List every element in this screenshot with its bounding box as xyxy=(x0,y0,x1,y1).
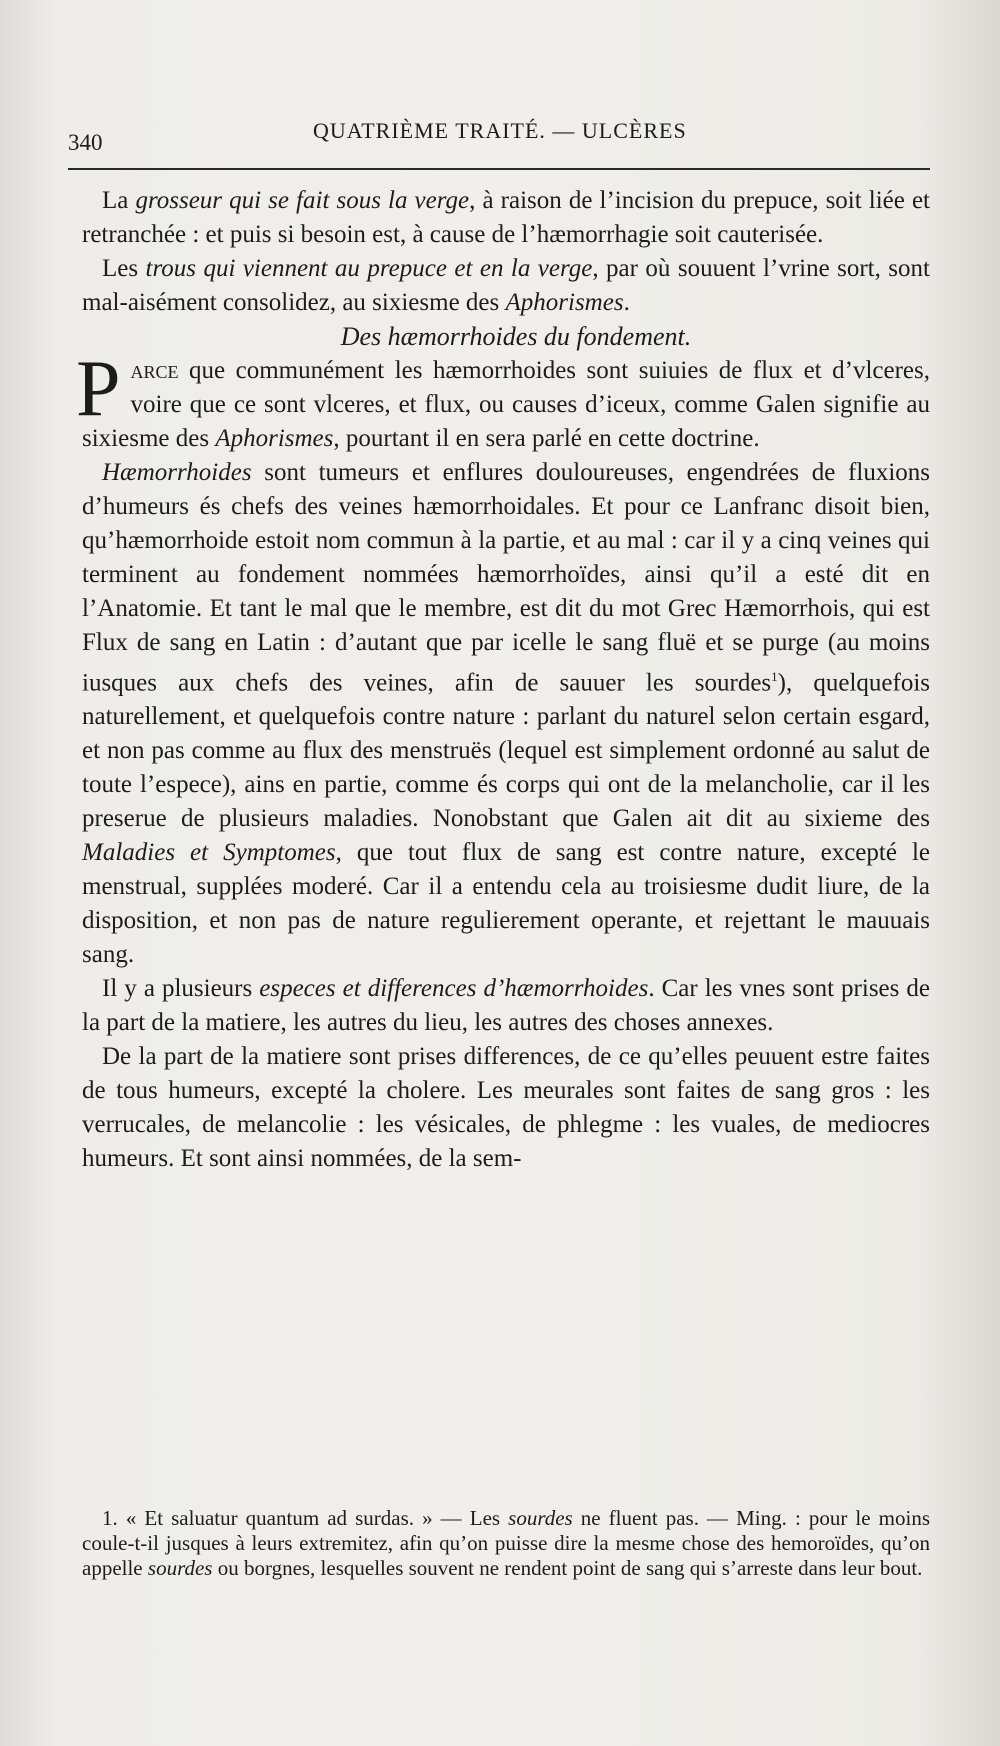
footnote-ref: 1 xyxy=(771,669,778,684)
header-rule xyxy=(68,168,930,170)
paragraph: Il y a plusieurs especes et differences d’hæmorrhoides. Car les vnes sont prises de la part de la matiere, les autres du lieu, les autres des choses annexes. xyxy=(82,975,931,1037)
running-title: QUATRIÈME TRAITÉ. — ULCÈRES xyxy=(313,118,687,143)
paragraph: Hæmorrhoides sont tumeurs et enflures douloureuses, engendrées de fluxions d’humeurs és chefs des veines hæmorrhoidales. Et pour ce Lanfranc disoit bien, qu’hæmorrhoide estoit nom commun à la partie, et au mal : car il y a cinq veines qui terminent au fondement nommées hæmorrhoïdes, ainsi qu’il a esté dit en l’Anatomie. Et tant le mal que le membre, est dit du mot Grec Hæmorrhois, qui est Flux de sang en Latin : d’autant que par icelle le sang fluë et se purge (au moins iusques aux chefs des veines, afin de sauuer les sourdes$^1$), quelquefois naturellement, et quelquefois contre nature : parlant du naturel selon certain esgard, et non pas comme au flux des menstruës (lequel est simplement ordonné au salut de toute l’espece), ains en partie, comme és corps qui ont de la melancholie, car il les preserue de plusieurs maladies. Nonobstant que Galen ait dit au sixieme des Maladies et Symptomes, que tout flux de sang est contre nature, excepté le menstrual, supplées moderé. Car il a entendu cela au troisiesme dudit liure, de la disposition, et non pas de nature regulierement operante, et rejettant le mauuais sang. xyxy=(82,459,930,969)
main-text xyxy=(76,184,931,1176)
paragraph: Les trous qui viennent au prepuce et en la verge, par où souuent l’vrine sort, sont mal-aisément consolidez, au sixiesme des Aphorismes. xyxy=(82,255,930,316)
paragraph: La grosseur qui se fait sous la verge, à raison de l’incision du prepuce, soit liée et retranchée : et puis si besoin est, à cause de l’hæmorrhagie soit cauterisée. xyxy=(82,187,930,248)
footnote: 1. « Et saluatur quantum ad surdas. » — Les sourdes ne fluent pas. — Ming. : pour le moins coule-t-il jusques à leurs extremitez, afin qu’on puisse dire la mesme chose des hemoroïdes, qu’on appelle sourdes ou borgnes, lesquelles souvent ne rendent point de sang qui s’arreste dans leur bout. xyxy=(82,1506,930,1580)
paragraph: Parce que communément les hæmorrhoides sont suiuies de flux et d’vlceres, voire que ce sont vlceres, et flux, ou causes d’iceux, comme Galen signifie au sixiesme des Aphorismes, pourtant il en sera parlé en cette doctrine. xyxy=(76,345,930,452)
drop-cap: P xyxy=(76,345,121,433)
section-title: Des hæmorrhoides du fondement. xyxy=(340,322,692,351)
paragraph: De la part de la matiere sont prises differences, de ce qu’elles peuuent estre faites de tous humeurs, excepté la cholere. Les meurales sont faites de sang gros : les verrucales, de melancolie : les vésicales, de phlegme : les vuales, de mediocres humeurs. Et sont ainsi nommées, de la sem- xyxy=(82,1043,930,1173)
page-number: 340 xyxy=(68,130,103,155)
page-header xyxy=(68,112,930,155)
